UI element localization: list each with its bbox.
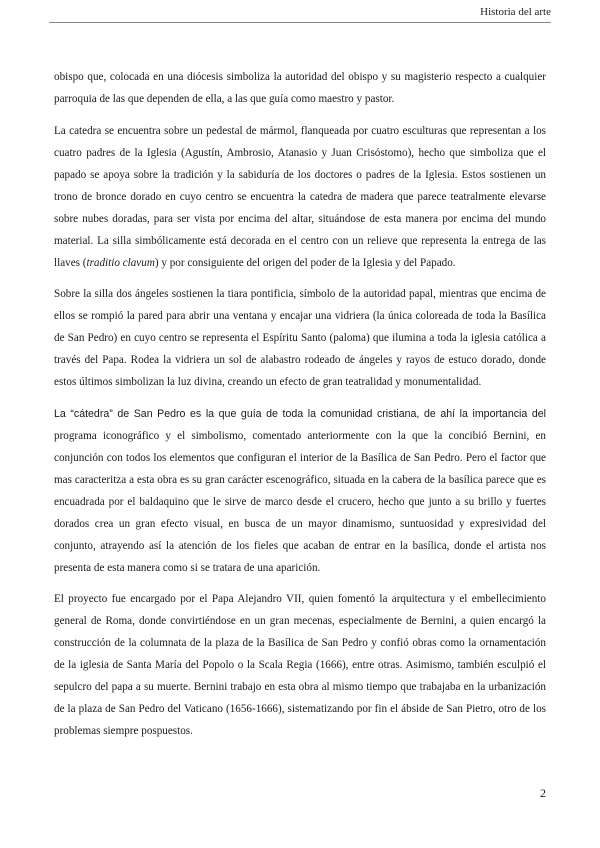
paragraph-4 (54, 403, 546, 579)
paragraph-4-lead: La “cátedra” de San Pedro es la que guía de toda la comunidad cristiana, de ahí la importancia del (54, 408, 546, 420)
paragraph-5: El proyecto fue encargado por el Papa Alejandro VII, quien fomentó la arquitectura y el embellecimiento general de Roma, donde convirtiéndose en un gran mecenas, especialmente de Bernini, a quien encargó la construcción de la columnata de la plaza de la Basílica de San Pedro y confió obras como la ornamentación de la iglesia de Santa María del Popolo o la Scala Regia (1666), entre otras. Asimismo, también esculpió el sepulcro del papa a su muerte. Bernini trabajo en esta obra al mismo tiempo que trabajaba en la urbanización de la plaza de San Pedro del Vaticano (1656-1666), sistematizando por fin el ábside de San Pietro, otro de los problemas siempre pospuestos. (54, 593, 546, 737)
paragraph-4-text: programa iconográfico y el simbolismo, comentado anteriormente con la que la concibió Bernini, en conjunción con todos los elementos que configuran el interior de la Basílica de San Pedro. Pero el factor que mas caracteritza a esta obra es su gran carácter escenográfico, situada en la cabera de la basílica parece que es encuadrada por el baldaquino que le sirve de marco desde el crucero, hecho que junto a su brillo y fuertes dorados crea un gran efecto visual, en busca de un mayor dinamismo, suntuosidad y expresividad del conjunto, atrayendo así la atención de los fieles que acaban de entrar en la basílica, donde el artista nos presenta de esta manera como si se tratara de una aparición. (54, 430, 546, 574)
header-title: Historia del arte (480, 6, 551, 18)
paragraph-3: Sobre la silla dos ángeles sostienen la tiara pontificia, símbolo de la autoridad papal, mientras que encima de ellos se rompió la pared para abrir una ventana y encajar una vidriera (la única coloreada de toda la Basílica de San Pedro) en cuyo centro se representa el Espíritu Santo (paloma) que ilumina a toda la iglesia católica a través del Papa. Rodea la vidriera un sol de alabastro rodeado de ángeles y rayos de estuco dorado, donde estos últimos simbolizan la luz divina, creando un efecto de gran teatralidad y monumentalidad. (54, 288, 546, 388)
paragraph-2-text-a: La catedra se encuentra sobre un pedestal de mármol, flanqueada por cuatro esculturas que representan a los cuatro padres de la Iglesia (Agustín, Ambrosio, Atanasio y Juan Crisóstomo), hecho que simboliza que el papado se apoya sobre la tradición y la sabiduría de los doctores o padres de la Iglesia. Estos sostienen un trono de bronce dorado en cuyo centro se encuentra la catedra de madera que parece teatralmente elevarse sobre nubes doradas, para ser vista por encima del altar, situándose de esta manera por encima del mundo material. La silla simbólicamente está decorada en el centro con un relieve que representa la entrega de las llaves ( (54, 125, 546, 269)
page-number: 2 (540, 786, 546, 800)
paragraph-2-text-b: ) y por consiguiente del origen del poder de la Iglesia y del Papado. (154, 257, 456, 269)
document-body (54, 66, 546, 752)
paragraph-1: obispo que, colocada en una diócesis simboliza la autoridad del obispo y su magisterio respecto a cualquier parroquia de las que dependen de ella, a las que guía como maestro y pastor. (54, 71, 546, 105)
paragraph-2 (54, 120, 546, 274)
header-divider (49, 22, 551, 23)
paragraph-2-italic-term: traditio clavum (86, 257, 155, 269)
